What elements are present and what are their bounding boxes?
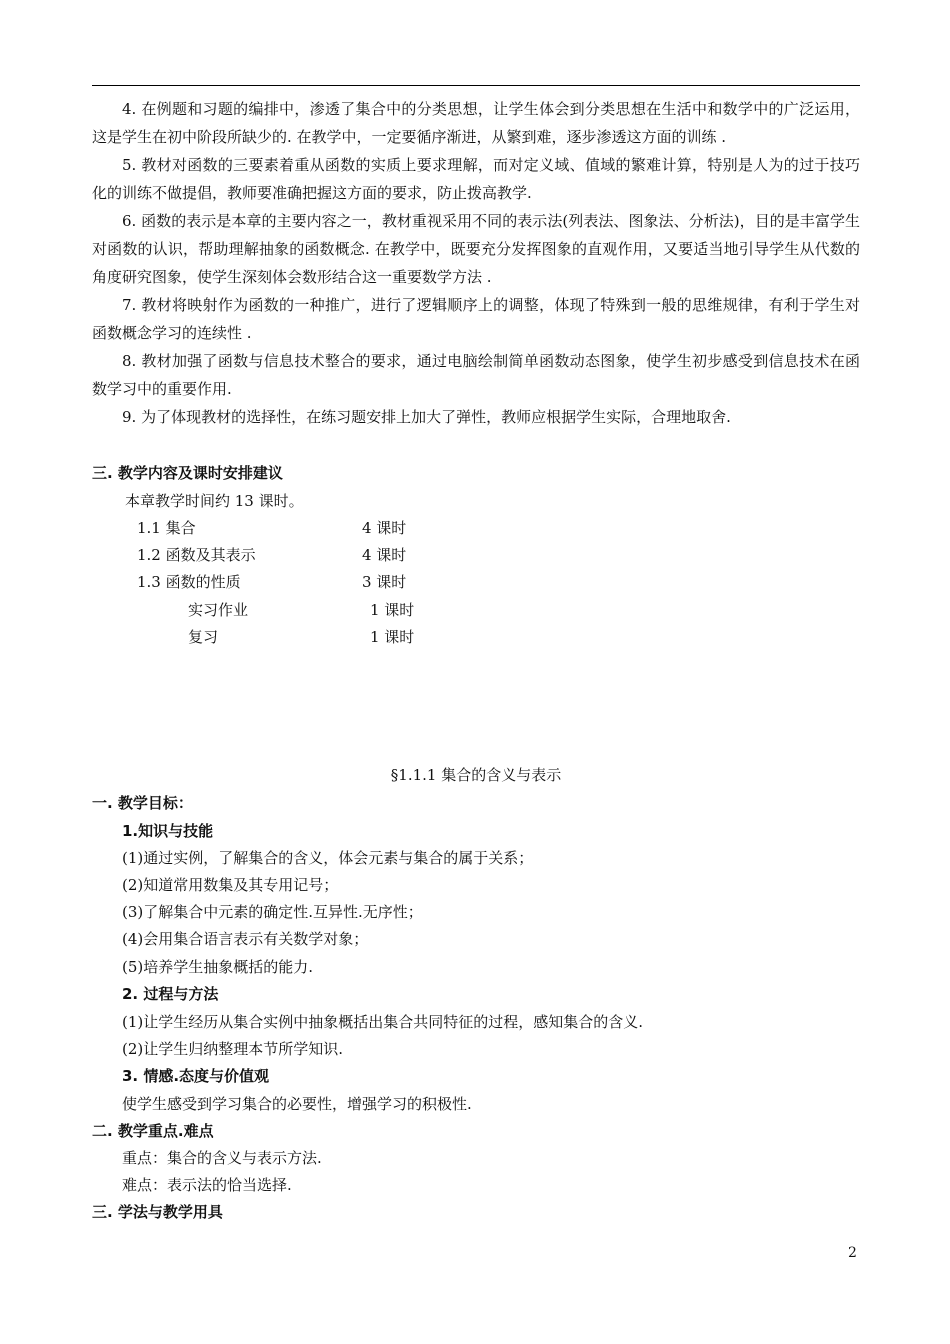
goal-item: (5)培养学生抽象概括的能力. bbox=[122, 958, 314, 976]
tools-heading: 三. 学法与教学用具 bbox=[92, 1203, 223, 1221]
goals-heading: 一. 教学目标： bbox=[92, 794, 193, 812]
section3-intro: 本章教学时间约 13 课时。 bbox=[125, 492, 304, 510]
goal-item: (1)通过实例，了解集合的含义，体会元素与集合的属于关系； bbox=[122, 849, 534, 867]
section3-heading: 三. 教学内容及课时安排建议 bbox=[92, 464, 283, 482]
paragraph-5: 5. 教材对函数的三要素着重从函数的实质上要求理解，而对定义域、值域的繁难计算，特别是人为的过于技巧化的训练不做提倡，教师要准确把握这方面的要求，防止拨高教学. bbox=[92, 156, 860, 202]
goal-item: (2)让学生归纳整理本节所学知识. bbox=[122, 1040, 344, 1058]
goal-item: (2)知道常用数集及其专用记号； bbox=[122, 876, 339, 894]
page-number: 2 bbox=[848, 1245, 857, 1261]
schedule-label: 复习 bbox=[188, 628, 219, 646]
schedule-label: 1.1 集合 bbox=[137, 519, 196, 537]
paragraph-6: 6. 函数的表示是本章的主要内容之一，教材重视采用不同的表示法(列表法、图象法、分析法)，目的是丰富学生对函数的认识，帮助理解抽象的函数概念. 在教学中，既要充分发挥图象的直观作用，又要适当地引导学生从代数的角度研究图象，使学生深刻体会数形结合这一重要数学方法 . bbox=[92, 212, 860, 286]
schedule-hours: 1 课时 bbox=[370, 628, 415, 646]
lesson-title: §1.1.1 集合的含义与表示 bbox=[390, 766, 562, 784]
paragraph-8: 8. 教材加强了函数与信息技术整合的要求，通过电脑绘制简单函数动态图象，使学生初步感受到信息技术在函数学习中的重要作用. bbox=[92, 352, 860, 398]
schedule-hours: 4 课时 bbox=[362, 546, 407, 564]
key-point: 难点：表示法的恰当选择. bbox=[122, 1176, 292, 1194]
goal-item: (3)了解集合中元素的确定性.互异性.无序性； bbox=[122, 903, 423, 921]
header-rule bbox=[92, 85, 860, 86]
goal-item: (4)会用集合语言表示有关数学对象； bbox=[122, 930, 369, 948]
subsection-knowledge: 1.知识与技能 bbox=[122, 822, 214, 840]
schedule-hours: 1 课时 bbox=[370, 601, 415, 619]
subsection-process: 2. 过程与方法 bbox=[122, 985, 219, 1003]
schedule-label: 实习作业 bbox=[188, 601, 249, 619]
paragraph-7: 7. 教材将映射作为函数的一种推广，进行了逻辑顺序上的调整，体现了特殊到一般的思维规律，有利于学生对函数概念学习的连续性 . bbox=[92, 296, 860, 342]
goal-item: (1)让学生经历从集合实例中抽象概括出集合共同特征的过程，感知集合的含义. bbox=[122, 1013, 644, 1031]
key-points-heading: 二. 教学重点.难点 bbox=[92, 1122, 214, 1140]
key-point: 重点：集合的含义与表示方法. bbox=[122, 1149, 322, 1167]
paragraph-list bbox=[92, 95, 860, 431]
paragraph-4: 4. 在例题和习题的编排中，渗透了集合中的分类思想，让学生体会到分类思想在生活中和数学中的广泛运用，这是学生在初中阶段所缺少的. 在教学中，一定要循序渐进，从繁到难，逐步渗透这方面的训练 . bbox=[92, 100, 860, 146]
subsection-attitude: 3. 情感.态度与价值观 bbox=[122, 1067, 270, 1085]
schedule-label: 1.2 函数及其表示 bbox=[137, 546, 256, 564]
paragraph-9: 9. 为了体现教材的选择性，在练习题安排上加大了弹性，教师应根据学生实际，合理地取舍. bbox=[122, 408, 731, 426]
goal-item: 使学生感受到学习集合的必要性，增强学习的积极性. bbox=[122, 1095, 472, 1113]
schedule-hours: 4 课时 bbox=[362, 519, 407, 537]
schedule-hours: 3 课时 bbox=[362, 573, 407, 591]
schedule-label: 1.3 函数的性质 bbox=[137, 573, 241, 591]
